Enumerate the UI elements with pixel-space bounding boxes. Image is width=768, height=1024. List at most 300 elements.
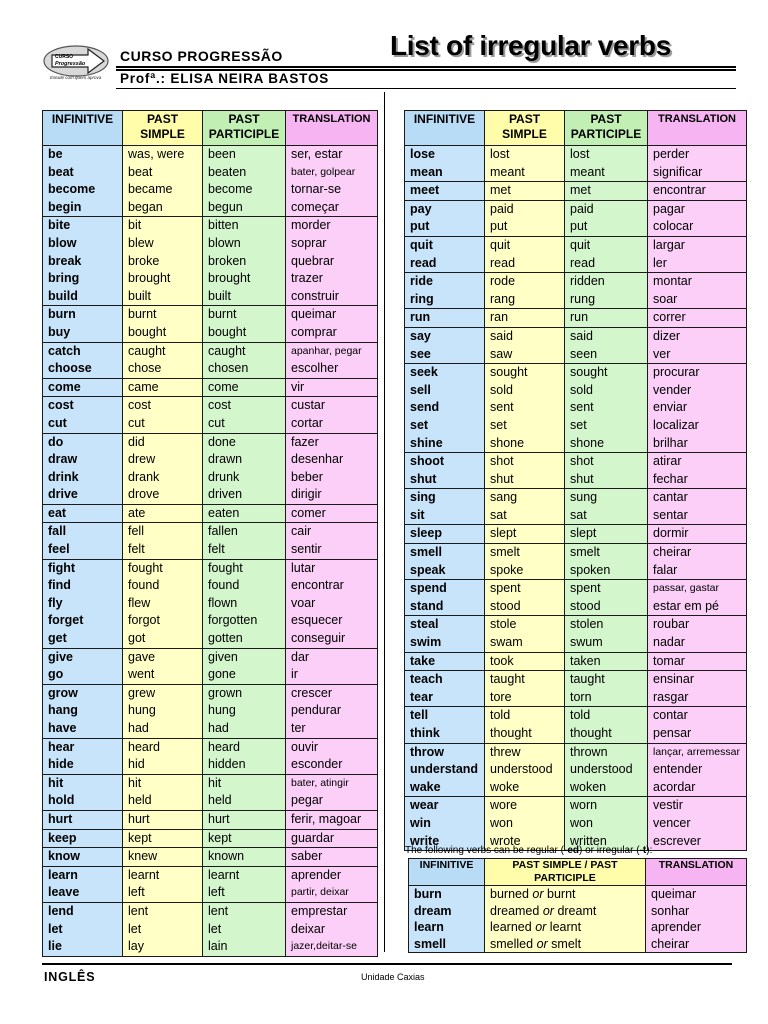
past-simple-cell: hid <box>123 756 203 774</box>
table-row <box>405 562 747 580</box>
past-participle-cell: given <box>203 648 286 666</box>
infinitive-cell: sit <box>405 507 485 525</box>
past-simple-cell: slept <box>485 525 565 544</box>
table-row <box>405 489 747 507</box>
past-participle-cell: hit <box>203 774 286 792</box>
table-row <box>405 743 747 761</box>
translation-cell: quebrar <box>286 253 378 271</box>
past-simple-cell: shone <box>485 435 565 453</box>
past-participle-cell: understood <box>565 761 648 779</box>
table-row <box>405 544 747 562</box>
past-simple-cell: rang <box>485 291 565 309</box>
table-row <box>405 346 747 364</box>
translation-cell: deixar <box>286 921 378 939</box>
translation-cell: sonhar <box>646 903 747 920</box>
infinitive-cell: find <box>43 577 123 595</box>
infinitive-cell: understand <box>405 761 485 779</box>
translation-cell: procurar <box>648 364 747 382</box>
infinitive-cell: break <box>43 253 123 271</box>
infinitive-cell: burn <box>409 886 485 903</box>
past-simple-cell: set <box>485 417 565 435</box>
translation-cell: soprar <box>286 235 378 253</box>
translation-cell: montar <box>648 273 747 291</box>
translation-cell: beber <box>286 469 378 487</box>
past-simple-cell: lay <box>123 938 203 956</box>
past-participle-cell: said <box>565 327 648 345</box>
svg-text:Estude com quem aprova: Estude com quem aprova <box>50 75 102 80</box>
past-participle-cell: left <box>203 884 286 902</box>
translation-cell: roubar <box>648 616 747 634</box>
infinitive-cell: steal <box>405 616 485 634</box>
infinitive-cell: have <box>43 720 123 738</box>
past-simple-cell: burnt <box>123 306 203 324</box>
infinitive-cell: hit <box>43 774 123 792</box>
translation-cell: sentar <box>648 507 747 525</box>
translation-cell: escrever <box>648 833 747 851</box>
translation-cell: sentir <box>286 541 378 559</box>
infinitive-cell: smell <box>409 936 485 953</box>
translation-cell: queimar <box>646 886 747 903</box>
past-simple-cell: went <box>123 666 203 684</box>
translation-cell: cantar <box>648 489 747 507</box>
table-row <box>43 720 378 738</box>
table-row <box>43 270 378 288</box>
translation-cell: ver <box>648 346 747 364</box>
infinitive-cell: learn <box>43 866 123 884</box>
infinitive-cell: ride <box>405 273 485 291</box>
past-participle-cell: burnt <box>203 306 286 324</box>
past-simple-cell: woke <box>485 779 565 797</box>
table-row <box>405 273 747 291</box>
past-simple-cell: put <box>485 218 565 236</box>
infinitive-cell: buy <box>43 324 123 342</box>
infinitive-cell: fight <box>43 559 123 577</box>
past-participle-cell: sought <box>565 364 648 382</box>
translation-cell: ler <box>648 255 747 273</box>
translation-cell: atirar <box>648 453 747 471</box>
table-row <box>43 848 378 867</box>
translation-cell: vir <box>286 378 378 397</box>
past-participle-cell: beaten <box>203 164 286 182</box>
past-simple-cell: beat <box>123 164 203 182</box>
infinitive-cell: drive <box>43 486 123 504</box>
table-row <box>405 797 747 815</box>
past-simple-cell: cut <box>123 415 203 433</box>
past-participle-cell: broken <box>203 253 286 271</box>
infinitive-cell: lose <box>405 146 485 164</box>
past-simple-cell: built <box>123 288 203 306</box>
table-row <box>405 725 747 743</box>
table-row <box>43 306 378 324</box>
infinitive-cell: get <box>43 630 123 648</box>
translation-cell: emprestar <box>286 902 378 920</box>
past-simple-cell: sat <box>485 507 565 525</box>
table-row <box>43 342 378 360</box>
infinitive-cell: say <box>405 327 485 345</box>
infinitive-cell: set <box>405 417 485 435</box>
table-row <box>43 181 378 199</box>
infinitive-cell: choose <box>43 360 123 378</box>
translation-cell: fazer <box>286 433 378 451</box>
past-participle-cell: hurt <box>203 810 286 829</box>
past-participle-cell: taken <box>565 652 648 671</box>
past-participle-cell: shone <box>565 435 648 453</box>
past-simple-cell: gave <box>123 648 203 666</box>
infinitive-cell: sleep <box>405 525 485 544</box>
infinitive-cell: tell <box>405 707 485 725</box>
past-simple-cell: read <box>485 255 565 273</box>
table-row <box>43 612 378 630</box>
past-participle-cell: fallen <box>203 523 286 541</box>
past-simple-cell: rode <box>485 273 565 291</box>
table-row <box>43 253 378 271</box>
table-row <box>405 327 747 345</box>
infinitive-cell: hold <box>43 792 123 810</box>
past-participle-cell: slept <box>565 525 648 544</box>
translation-cell: correr <box>648 309 747 328</box>
past-participle-cell: begun <box>203 199 286 217</box>
translation-cell: ensinar <box>648 671 747 689</box>
table-row <box>405 761 747 779</box>
infinitive-cell: think <box>405 725 485 743</box>
infinitive-cell: teach <box>405 671 485 689</box>
infinitive-cell: write <box>405 833 485 851</box>
past-participle-cell: blown <box>203 235 286 253</box>
translation-cell: lutar <box>286 559 378 577</box>
translation-cell: entender <box>648 761 747 779</box>
past-participle-cell: come <box>203 378 286 397</box>
translation-cell: localizar <box>648 417 747 435</box>
table-row <box>43 702 378 720</box>
past-participle-cell: stood <box>565 598 648 616</box>
past-participle-cell: run <box>565 309 648 328</box>
past-simple-cell: caught <box>123 342 203 360</box>
infinitive-cell: learn <box>409 919 485 936</box>
table-row <box>405 634 747 652</box>
infinitive-cell: keep <box>43 829 123 848</box>
infinitive-cell: feel <box>43 541 123 559</box>
table-row <box>43 433 378 451</box>
past-simple-cell: understood <box>485 761 565 779</box>
infinitive-cell: dream <box>409 903 485 920</box>
table-row <box>43 378 378 397</box>
table-row <box>43 884 378 902</box>
table-row <box>43 541 378 559</box>
past-participle-cell: been <box>203 146 286 164</box>
translation-cell: desenhar <box>286 451 378 469</box>
infinitive-cell: sell <box>405 382 485 400</box>
past-participle-cell: caught <box>203 342 286 360</box>
past-simple-cell: let <box>123 921 203 939</box>
infinitive-cell: draw <box>43 451 123 469</box>
translation-cell: passar, gastar <box>648 580 747 598</box>
note-translation-header: TRANSLATION <box>646 859 747 886</box>
past-participle-cell: sent <box>565 399 648 417</box>
past-participle-cell: won <box>565 815 648 833</box>
infinitive-cell: become <box>43 181 123 199</box>
past-forms-cell: learned or learnt <box>485 919 646 936</box>
infinitive-cell: let <box>43 921 123 939</box>
translation-cell: partir, deixar <box>286 884 378 902</box>
past-participle-cell: smelt <box>565 544 648 562</box>
translation-cell: encontrar <box>286 577 378 595</box>
table-row <box>405 182 747 201</box>
past-participle-cell: let <box>203 921 286 939</box>
table-row <box>405 815 747 833</box>
footer-unit: Unidade Caxias <box>361 972 425 982</box>
past-simple-cell: wrote <box>485 833 565 851</box>
infinitive-cell: lend <box>43 902 123 920</box>
past-simple-cell: saw <box>485 346 565 364</box>
past-simple-cell: learnt <box>123 866 203 884</box>
past-participle-cell: sung <box>565 489 648 507</box>
translation-cell: queimar <box>286 306 378 324</box>
note-infinitive-header: INFINITIVE <box>409 859 485 886</box>
past-participle-cell: bitten <box>203 217 286 235</box>
table-row <box>405 255 747 273</box>
past-simple-cell: wore <box>485 797 565 815</box>
table-row <box>43 288 378 306</box>
past-participle-cell: swum <box>565 634 648 652</box>
infinitive-cell: shoot <box>405 453 485 471</box>
teacher-name: Profª.: ELISA NEIRA BASTOS <box>120 71 330 86</box>
translation-cell: escolher <box>286 360 378 378</box>
header-rule <box>116 69 736 71</box>
infinitive-cell: ring <box>405 291 485 309</box>
table-row <box>43 397 378 415</box>
past-forms-cell: dreamed or dreamt <box>485 903 646 920</box>
past-participle-cell: torn <box>565 689 648 707</box>
past-participle-cell: grown <box>203 684 286 702</box>
table-row <box>405 671 747 689</box>
infinitive-cell: be <box>43 146 123 164</box>
table-row <box>43 360 378 378</box>
past-participle-cell: learnt <box>203 866 286 884</box>
past-simple-cell: thought <box>485 725 565 743</box>
table-row <box>43 595 378 613</box>
translation-cell: estar em pé <box>648 598 747 616</box>
past-participle-cell: eaten <box>203 504 286 523</box>
past-participle-cell: drawn <box>203 451 286 469</box>
past-participle-cell: become <box>203 181 286 199</box>
table-row <box>409 936 747 953</box>
table-row <box>405 779 747 797</box>
table-row <box>405 616 747 634</box>
translation-cell: vestir <box>648 797 747 815</box>
school-logo <box>42 44 112 80</box>
translation-cell: contar <box>648 707 747 725</box>
table-row <box>405 164 747 182</box>
table-row <box>43 199 378 217</box>
infinitive-header: INFINITIVE <box>43 111 123 146</box>
table-row <box>409 919 747 936</box>
table-row <box>405 689 747 707</box>
table-row <box>43 792 378 810</box>
past-participle-cell: sat <box>565 507 648 525</box>
infinitive-cell: bring <box>43 270 123 288</box>
translation-cell: construir <box>286 288 378 306</box>
translation-cell: falar <box>648 562 747 580</box>
past-participle-cell: held <box>203 792 286 810</box>
translation-cell: dar <box>286 648 378 666</box>
infinitive-cell: give <box>43 648 123 666</box>
past-simple-cell: sold <box>485 382 565 400</box>
infinitive-header: INFINITIVE <box>405 111 485 146</box>
translation-cell: dizer <box>648 327 747 345</box>
translation-cell: tornar-se <box>286 181 378 199</box>
infinitive-cell: go <box>43 666 123 684</box>
infinitive-cell: mean <box>405 164 485 182</box>
infinitive-cell: spend <box>405 580 485 598</box>
past-simple-cell: told <box>485 707 565 725</box>
past-participle-cell: driven <box>203 486 286 504</box>
translation-cell: vencer <box>648 815 747 833</box>
infinitive-cell: wake <box>405 779 485 797</box>
infinitive-cell: speak <box>405 562 485 580</box>
table-row <box>43 902 378 920</box>
infinitive-cell: hide <box>43 756 123 774</box>
past-participle-cell: bought <box>203 324 286 342</box>
table-row <box>43 810 378 829</box>
svg-text:CURSO: CURSO <box>55 54 74 60</box>
translation-header: TRANSLATION <box>286 111 378 146</box>
table-row <box>43 938 378 956</box>
past-participle-cell: told <box>565 707 648 725</box>
past-participle-cell: fought <box>203 559 286 577</box>
translation-cell: conseguir <box>286 630 378 648</box>
past-participle-cell: found <box>203 577 286 595</box>
past-simple-cell: took <box>485 652 565 671</box>
table-row <box>43 577 378 595</box>
past-forms-cell: smelled or smelt <box>485 936 646 953</box>
infinitive-cell: hear <box>43 738 123 756</box>
past-simple-header: PAST SIMPLE <box>485 111 565 146</box>
table-row <box>405 200 747 218</box>
infinitive-cell: grow <box>43 684 123 702</box>
past-simple-cell: met <box>485 182 565 201</box>
translation-cell: esconder <box>286 756 378 774</box>
past-participle-cell: shut <box>565 471 648 489</box>
past-simple-cell: blew <box>123 235 203 253</box>
note-text: The following verbs can be regular (-ed) or irregular (-t): <box>405 845 653 856</box>
past-simple-cell: ran <box>485 309 565 328</box>
infinitive-cell: fall <box>43 523 123 541</box>
translation-cell: saber <box>286 848 378 867</box>
table-row <box>405 399 747 417</box>
table-row <box>405 382 747 400</box>
past-simple-cell: grew <box>123 684 203 702</box>
translation-cell: custar <box>286 397 378 415</box>
past-simple-cell: said <box>485 327 565 345</box>
table-row <box>405 146 747 164</box>
past-simple-cell: fought <box>123 559 203 577</box>
past-simple-cell: lost <box>485 146 565 164</box>
past-participle-cell: woken <box>565 779 648 797</box>
past-simple-cell: spoke <box>485 562 565 580</box>
past-participle-cell: forgotten <box>203 612 286 630</box>
past-simple-cell: drove <box>123 486 203 504</box>
table-row <box>43 164 378 182</box>
translation-cell: ser, estar <box>286 146 378 164</box>
translation-cell: aprender <box>286 866 378 884</box>
past-simple-cell: felt <box>123 541 203 559</box>
table-row <box>405 652 747 671</box>
past-simple-cell: quit <box>485 236 565 254</box>
translation-cell: perder <box>648 146 747 164</box>
translation-cell: fechar <box>648 471 747 489</box>
past-simple-cell: cost <box>123 397 203 415</box>
infinitive-cell: put <box>405 218 485 236</box>
past-participle-cell: taught <box>565 671 648 689</box>
table-row <box>405 525 747 544</box>
past-simple-cell: held <box>123 792 203 810</box>
past-simple-cell: fell <box>123 523 203 541</box>
translation-cell: dormir <box>648 525 747 544</box>
past-simple-cell: drank <box>123 469 203 487</box>
footer-subject: INGLÊS <box>44 970 96 984</box>
table-row <box>43 829 378 848</box>
past-simple-cell: got <box>123 630 203 648</box>
infinitive-cell: smell <box>405 544 485 562</box>
past-forms-cell: burned or burnt <box>485 886 646 903</box>
infinitive-cell: leave <box>43 884 123 902</box>
translation-cell: lançar, arremessar <box>648 743 747 761</box>
past-simple-cell: ate <box>123 504 203 523</box>
translation-cell: comprar <box>286 324 378 342</box>
past-simple-cell: paid <box>485 200 565 218</box>
translation-cell: apanhar, pegar <box>286 342 378 360</box>
regular-irregular-note <box>405 845 652 856</box>
past-simple-cell: became <box>123 181 203 199</box>
past-participle-cell: set <box>565 417 648 435</box>
past-simple-cell: left <box>123 884 203 902</box>
translation-cell: pendurar <box>286 702 378 720</box>
infinitive-cell: run <box>405 309 485 328</box>
translation-cell: largar <box>648 236 747 254</box>
past-participle-cell: written <box>565 833 648 851</box>
past-simple-cell: smelt <box>485 544 565 562</box>
infinitive-cell: throw <box>405 743 485 761</box>
past-simple-cell: kept <box>123 829 203 848</box>
past-participle-cell: seen <box>565 346 648 364</box>
infinitive-cell: wear <box>405 797 485 815</box>
table-row <box>43 648 378 666</box>
past-participle-cell: spoken <box>565 562 648 580</box>
translation-cell: pegar <box>286 792 378 810</box>
infinitive-cell: seek <box>405 364 485 382</box>
past-simple-cell: hit <box>123 774 203 792</box>
past-participle-cell: paid <box>565 200 648 218</box>
translation-cell: cortar <box>286 415 378 433</box>
past-participle-cell: felt <box>203 541 286 559</box>
past-participle-cell: sold <box>565 382 648 400</box>
past-simple-cell: taught <box>485 671 565 689</box>
table-row <box>405 707 747 725</box>
past-simple-cell: spent <box>485 580 565 598</box>
infinitive-cell: take <box>405 652 485 671</box>
past-simple-cell: shot <box>485 453 565 471</box>
verbs-table-left <box>42 110 378 957</box>
infinitive-cell: hang <box>43 702 123 720</box>
page-title: List of irregular verbs <box>390 30 671 61</box>
past-participle-cell: rung <box>565 291 648 309</box>
translation-cell: morder <box>286 217 378 235</box>
past-simple-cell: bought <box>123 324 203 342</box>
table-row <box>43 217 378 235</box>
translation-cell: crescer <box>286 684 378 702</box>
table-row <box>43 504 378 523</box>
past-participle-cell: meant <box>565 164 648 182</box>
